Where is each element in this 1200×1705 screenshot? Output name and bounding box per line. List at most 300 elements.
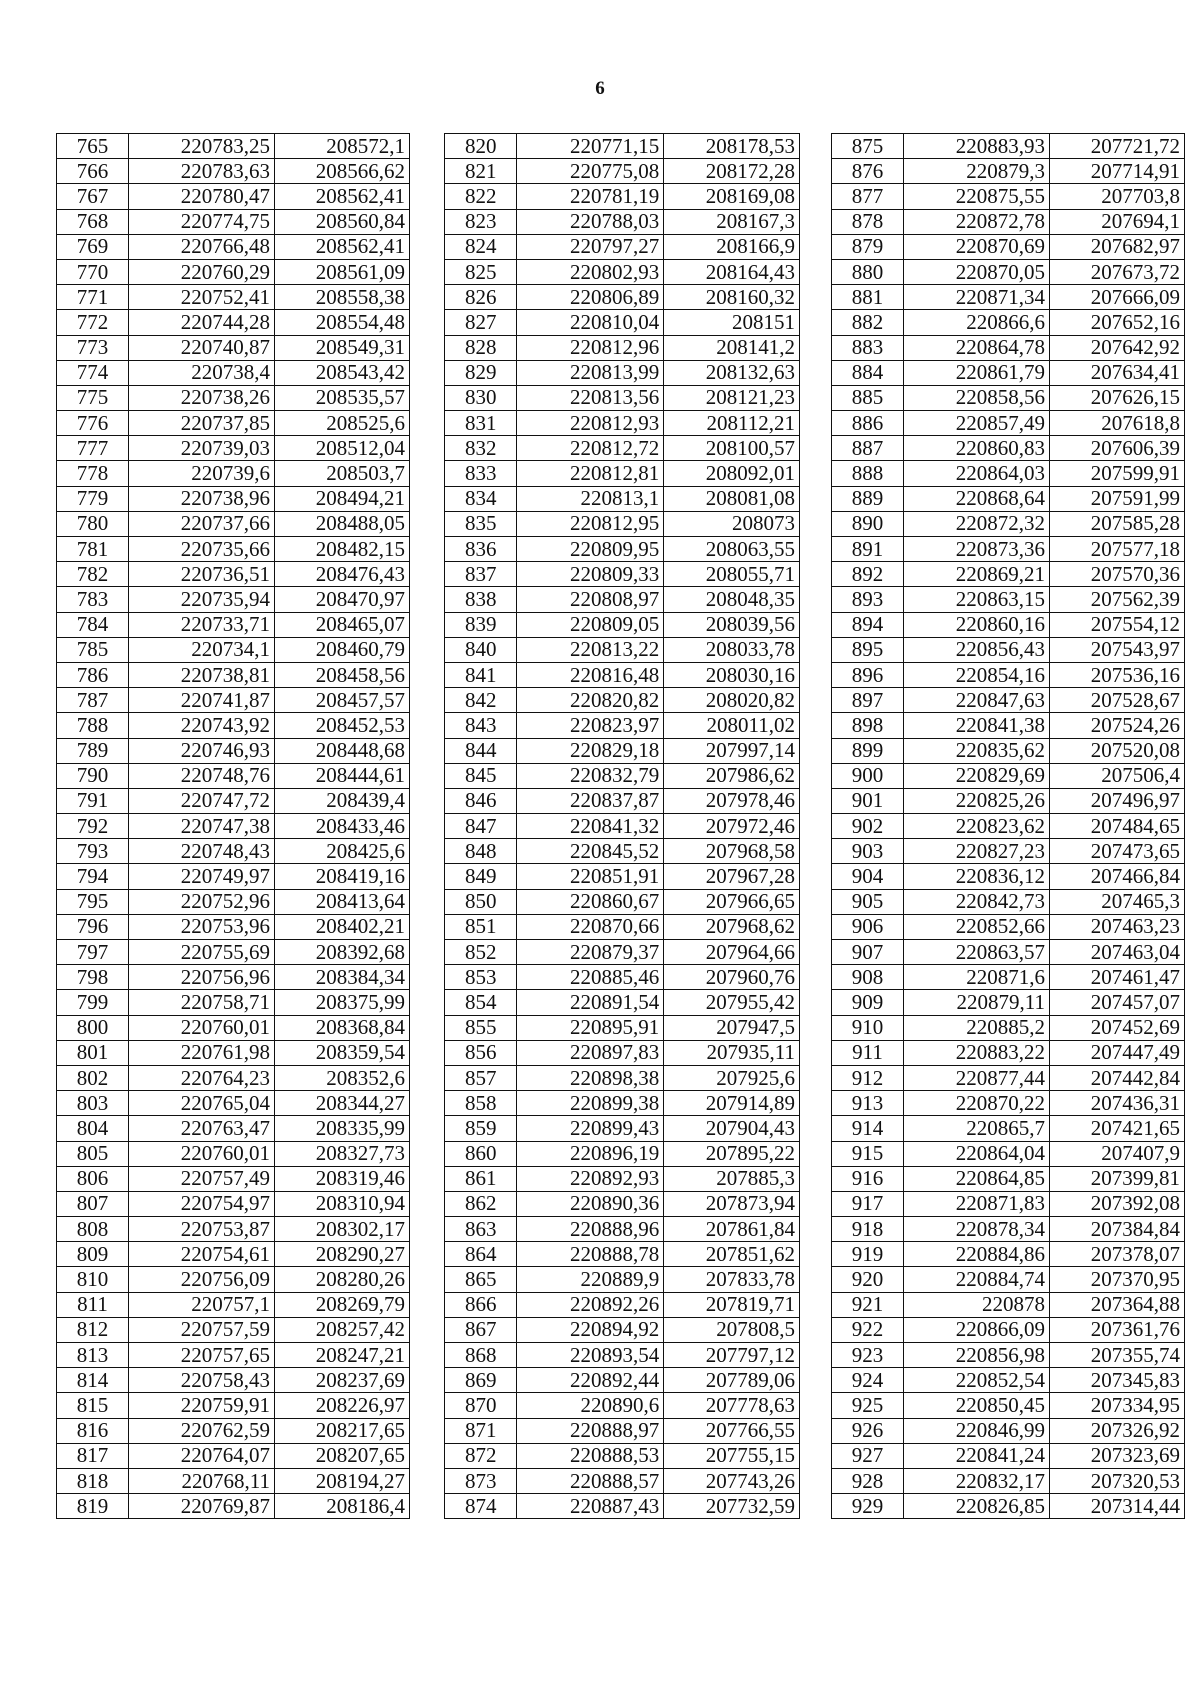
table-row <box>57 814 410 839</box>
x-coordinate-cell: 220744,28 <box>129 310 275 335</box>
point-number-cell: 917 <box>832 1191 904 1216</box>
y-coordinate-cell: 207703,8 <box>1050 184 1185 209</box>
y-coordinate-cell: 208368,84 <box>275 1015 410 1040</box>
table-row <box>445 159 800 184</box>
x-coordinate-cell: 220832,17 <box>904 1468 1050 1493</box>
x-coordinate-cell: 220755,69 <box>129 940 275 965</box>
x-coordinate-cell: 220888,53 <box>517 1443 664 1468</box>
point-number-cell: 854 <box>445 990 517 1015</box>
y-coordinate-cell: 208359,54 <box>275 1040 410 1065</box>
x-coordinate-cell: 220752,41 <box>129 285 275 310</box>
point-number-cell: 775 <box>57 385 129 410</box>
table-row <box>57 788 410 813</box>
table-row <box>832 612 1185 637</box>
point-number-cell: 847 <box>445 814 517 839</box>
point-number-cell: 924 <box>832 1368 904 1393</box>
table-row <box>57 1343 410 1368</box>
x-coordinate-cell: 220737,85 <box>129 411 275 436</box>
table-row <box>57 662 410 687</box>
x-coordinate-cell: 220890,6 <box>517 1393 664 1418</box>
x-coordinate-cell: 220835,62 <box>904 738 1050 763</box>
point-number-cell: 869 <box>445 1368 517 1393</box>
y-coordinate-cell: 208055,71 <box>664 562 800 587</box>
table-body <box>445 134 800 1519</box>
point-number-cell: 765 <box>57 134 129 159</box>
table-row <box>57 385 410 410</box>
point-number-cell: 927 <box>832 1443 904 1468</box>
table-row <box>445 1166 800 1191</box>
x-coordinate-cell: 220816,48 <box>517 662 664 687</box>
table-row <box>832 1368 1185 1393</box>
point-number-cell: 923 <box>832 1343 904 1368</box>
y-coordinate-cell: 208352,6 <box>275 1065 410 1090</box>
point-number-cell: 791 <box>57 788 129 813</box>
x-coordinate-cell: 220760,01 <box>129 1015 275 1040</box>
x-coordinate-cell: 220854,16 <box>904 662 1050 687</box>
x-coordinate-cell: 220825,26 <box>904 788 1050 813</box>
x-coordinate-cell: 220878 <box>904 1292 1050 1317</box>
x-coordinate-cell: 220735,94 <box>129 587 275 612</box>
y-coordinate-cell: 208482,15 <box>275 537 410 562</box>
point-number-cell: 831 <box>445 411 517 436</box>
x-coordinate-cell: 220845,52 <box>517 839 664 864</box>
x-coordinate-cell: 220765,04 <box>129 1091 275 1116</box>
table-row <box>445 1494 800 1519</box>
point-number-cell: 812 <box>57 1317 129 1342</box>
y-coordinate-cell: 208413,64 <box>275 889 410 914</box>
y-coordinate-cell: 208448,68 <box>275 738 410 763</box>
x-coordinate-cell: 220820,82 <box>517 688 664 713</box>
y-coordinate-cell: 208562,41 <box>275 184 410 209</box>
x-coordinate-cell: 220895,91 <box>517 1015 664 1040</box>
table-row <box>57 1468 410 1493</box>
y-coordinate-cell: 208419,16 <box>275 864 410 889</box>
y-coordinate-cell: 207334,95 <box>1050 1393 1185 1418</box>
y-coordinate-cell: 208384,34 <box>275 965 410 990</box>
table-row <box>832 914 1185 939</box>
table-row <box>57 285 410 310</box>
table-row <box>445 1393 800 1418</box>
table-row <box>57 259 410 284</box>
table-row <box>832 1393 1185 1418</box>
y-coordinate-cell: 208549,31 <box>275 335 410 360</box>
table-row <box>57 360 410 385</box>
table-row <box>57 461 410 486</box>
y-coordinate-cell: 207484,65 <box>1050 814 1185 839</box>
table-row <box>832 587 1185 612</box>
x-coordinate-cell: 220873,36 <box>904 537 1050 562</box>
table-row <box>832 1166 1185 1191</box>
point-number-cell: 797 <box>57 940 129 965</box>
y-coordinate-cell: 208169,08 <box>664 184 800 209</box>
point-number-cell: 870 <box>445 1393 517 1418</box>
point-number-cell: 805 <box>57 1141 129 1166</box>
y-coordinate-cell: 208375,99 <box>275 990 410 1015</box>
x-coordinate-cell: 220768,11 <box>129 1468 275 1493</box>
point-number-cell: 901 <box>832 788 904 813</box>
table-row <box>832 965 1185 990</box>
y-coordinate-cell: 208039,56 <box>664 612 800 637</box>
y-coordinate-cell: 208310,94 <box>275 1191 410 1216</box>
table-row <box>445 713 800 738</box>
table-row <box>445 385 800 410</box>
point-number-cell: 770 <box>57 259 129 284</box>
table-row <box>445 486 800 511</box>
y-coordinate-cell: 207914,89 <box>664 1091 800 1116</box>
x-coordinate-cell: 220864,04 <box>904 1141 1050 1166</box>
x-coordinate-cell: 220842,73 <box>904 889 1050 914</box>
y-coordinate-cell: 207968,58 <box>664 839 800 864</box>
x-coordinate-cell: 220734,1 <box>129 637 275 662</box>
x-coordinate-cell: 220813,99 <box>517 360 664 385</box>
x-coordinate-cell: 220850,45 <box>904 1393 1050 1418</box>
table-row <box>445 940 800 965</box>
y-coordinate-cell: 208151 <box>664 310 800 335</box>
y-coordinate-cell: 207421,65 <box>1050 1116 1185 1141</box>
table-row <box>57 234 410 259</box>
y-coordinate-cell: 207789,06 <box>664 1368 800 1393</box>
point-number-cell: 873 <box>445 1468 517 1493</box>
point-number-cell: 876 <box>832 159 904 184</box>
x-coordinate-cell: 220869,21 <box>904 562 1050 587</box>
point-number-cell: 829 <box>445 360 517 385</box>
x-coordinate-cell: 220888,96 <box>517 1217 664 1242</box>
x-coordinate-cell: 220847,63 <box>904 688 1050 713</box>
table-row <box>57 587 410 612</box>
point-number-cell: 921 <box>832 1292 904 1317</box>
y-coordinate-cell: 207997,14 <box>664 738 800 763</box>
table-row <box>832 1468 1185 1493</box>
point-number-cell: 858 <box>445 1091 517 1116</box>
x-coordinate-cell: 220852,66 <box>904 914 1050 939</box>
y-coordinate-cell: 208344,27 <box>275 1091 410 1116</box>
coordinates-table-middle <box>444 133 800 1519</box>
table-row <box>445 436 800 461</box>
x-coordinate-cell: 220812,95 <box>517 511 664 536</box>
x-coordinate-cell: 220754,97 <box>129 1191 275 1216</box>
x-coordinate-cell: 220735,66 <box>129 537 275 562</box>
point-number-cell: 807 <box>57 1191 129 1216</box>
point-number-cell: 790 <box>57 763 129 788</box>
table-row <box>57 1141 410 1166</box>
x-coordinate-cell: 220864,85 <box>904 1166 1050 1191</box>
x-coordinate-cell: 220897,83 <box>517 1040 664 1065</box>
table-row <box>445 1141 800 1166</box>
point-number-cell: 855 <box>445 1015 517 1040</box>
table-row <box>832 1141 1185 1166</box>
table-row <box>445 839 800 864</box>
point-number-cell: 821 <box>445 159 517 184</box>
point-number-cell: 857 <box>445 1065 517 1090</box>
y-coordinate-cell: 207436,31 <box>1050 1091 1185 1116</box>
point-number-cell: 842 <box>445 688 517 713</box>
table-row <box>57 1393 410 1418</box>
x-coordinate-cell: 220743,92 <box>129 713 275 738</box>
table-row <box>832 537 1185 562</box>
table-row <box>445 990 800 1015</box>
table-row <box>57 486 410 511</box>
table-row <box>57 1368 410 1393</box>
point-number-cell: 824 <box>445 234 517 259</box>
point-number-cell: 863 <box>445 1217 517 1242</box>
x-coordinate-cell: 220739,6 <box>129 461 275 486</box>
point-number-cell: 768 <box>57 209 129 234</box>
point-number-cell: 912 <box>832 1065 904 1090</box>
y-coordinate-cell: 208164,43 <box>664 259 800 284</box>
table-row <box>445 360 800 385</box>
point-number-cell: 766 <box>57 159 129 184</box>
point-number-cell: 817 <box>57 1443 129 1468</box>
y-coordinate-cell: 208452,53 <box>275 713 410 738</box>
x-coordinate-cell: 220747,72 <box>129 788 275 813</box>
table-row <box>445 965 800 990</box>
point-number-cell: 888 <box>832 461 904 486</box>
y-coordinate-cell: 208141,2 <box>664 335 800 360</box>
point-number-cell: 828 <box>445 335 517 360</box>
y-coordinate-cell: 208561,09 <box>275 259 410 284</box>
table-row <box>832 461 1185 486</box>
table-row <box>445 612 800 637</box>
x-coordinate-cell: 220884,74 <box>904 1267 1050 1292</box>
point-number-cell: 801 <box>57 1040 129 1065</box>
table-row <box>57 159 410 184</box>
point-number-cell: 872 <box>445 1443 517 1468</box>
y-coordinate-cell: 207714,91 <box>1050 159 1185 184</box>
x-coordinate-cell: 220813,56 <box>517 385 664 410</box>
y-coordinate-cell: 207743,26 <box>664 1468 800 1493</box>
y-coordinate-cell: 207452,69 <box>1050 1015 1185 1040</box>
y-coordinate-cell: 207935,11 <box>664 1040 800 1065</box>
x-coordinate-cell: 220749,97 <box>129 864 275 889</box>
table-row <box>832 1217 1185 1242</box>
x-coordinate-cell: 220823,97 <box>517 713 664 738</box>
table-row <box>832 1494 1185 1519</box>
table-row <box>57 1166 410 1191</box>
point-number-cell: 893 <box>832 587 904 612</box>
table-row <box>832 738 1185 763</box>
x-coordinate-cell: 220877,44 <box>904 1065 1050 1090</box>
x-coordinate-cell: 220890,36 <box>517 1191 664 1216</box>
x-coordinate-cell: 220759,91 <box>129 1393 275 1418</box>
y-coordinate-cell: 207447,49 <box>1050 1040 1185 1065</box>
table-row <box>832 310 1185 335</box>
y-coordinate-cell: 207407,9 <box>1050 1141 1185 1166</box>
y-coordinate-cell: 207554,12 <box>1050 612 1185 637</box>
table-row <box>57 1418 410 1443</box>
table-row <box>832 662 1185 687</box>
point-number-cell: 909 <box>832 990 904 1015</box>
x-coordinate-cell: 220887,43 <box>517 1494 664 1519</box>
table-row <box>57 562 410 587</box>
point-number-cell: 808 <box>57 1217 129 1242</box>
point-number-cell: 877 <box>832 184 904 209</box>
point-number-cell: 881 <box>832 285 904 310</box>
x-coordinate-cell: 220899,38 <box>517 1091 664 1116</box>
x-coordinate-cell: 220863,15 <box>904 587 1050 612</box>
point-number-cell: 860 <box>445 1141 517 1166</box>
y-coordinate-cell: 207904,43 <box>664 1116 800 1141</box>
y-coordinate-cell: 208554,48 <box>275 310 410 335</box>
x-coordinate-cell: 220812,96 <box>517 335 664 360</box>
table-row <box>832 436 1185 461</box>
point-number-cell: 883 <box>832 335 904 360</box>
x-coordinate-cell: 220885,46 <box>517 965 664 990</box>
x-coordinate-cell: 220851,91 <box>517 864 664 889</box>
table-row <box>832 411 1185 436</box>
y-coordinate-cell: 207797,12 <box>664 1343 800 1368</box>
point-number-cell: 815 <box>57 1393 129 1418</box>
x-coordinate-cell: 220841,32 <box>517 814 664 839</box>
table-row <box>445 285 800 310</box>
y-coordinate-cell: 207577,18 <box>1050 537 1185 562</box>
x-coordinate-cell: 220783,63 <box>129 159 275 184</box>
point-number-cell: 835 <box>445 511 517 536</box>
y-coordinate-cell: 207626,15 <box>1050 385 1185 410</box>
point-number-cell: 925 <box>832 1393 904 1418</box>
point-number-cell: 810 <box>57 1267 129 1292</box>
table-row <box>57 1267 410 1292</box>
x-coordinate-cell: 220871,34 <box>904 285 1050 310</box>
point-number-cell: 823 <box>445 209 517 234</box>
x-coordinate-cell: 220888,97 <box>517 1418 664 1443</box>
x-coordinate-cell: 220841,24 <box>904 1443 1050 1468</box>
table-row <box>445 511 800 536</box>
point-number-cell: 800 <box>57 1015 129 1040</box>
x-coordinate-cell: 220752,96 <box>129 889 275 914</box>
point-number-cell: 827 <box>445 310 517 335</box>
x-coordinate-cell: 220893,54 <box>517 1343 664 1368</box>
x-coordinate-cell: 220827,23 <box>904 839 1050 864</box>
y-coordinate-cell: 208112,21 <box>664 411 800 436</box>
point-number-cell: 900 <box>832 763 904 788</box>
x-coordinate-cell: 220757,65 <box>129 1343 275 1368</box>
x-coordinate-cell: 220871,6 <box>904 965 1050 990</box>
point-number-cell: 846 <box>445 788 517 813</box>
table-row <box>57 1091 410 1116</box>
x-coordinate-cell: 220879,11 <box>904 990 1050 1015</box>
table-row <box>57 1242 410 1267</box>
point-number-cell: 820 <box>445 134 517 159</box>
y-coordinate-cell: 207591,99 <box>1050 486 1185 511</box>
x-coordinate-cell: 220888,57 <box>517 1468 664 1493</box>
y-coordinate-cell: 208488,05 <box>275 511 410 536</box>
table-row <box>57 713 410 738</box>
point-number-cell: 916 <box>832 1166 904 1191</box>
x-coordinate-cell: 220757,49 <box>129 1166 275 1191</box>
y-coordinate-cell: 208178,53 <box>664 134 800 159</box>
table-row <box>57 1116 410 1141</box>
table-row <box>832 763 1185 788</box>
point-number-cell: 853 <box>445 965 517 990</box>
x-coordinate-cell: 220891,54 <box>517 990 664 1015</box>
point-number-cell: 866 <box>445 1292 517 1317</box>
point-number-cell: 905 <box>832 889 904 914</box>
y-coordinate-cell: 207694,1 <box>1050 209 1185 234</box>
table-row <box>445 1217 800 1242</box>
point-number-cell: 914 <box>832 1116 904 1141</box>
y-coordinate-cell: 207543,97 <box>1050 637 1185 662</box>
table-row <box>445 259 800 284</box>
x-coordinate-cell: 220872,32 <box>904 511 1050 536</box>
table-row <box>445 864 800 889</box>
y-coordinate-cell: 207618,8 <box>1050 411 1185 436</box>
point-number-cell: 838 <box>445 587 517 612</box>
x-coordinate-cell: 220858,56 <box>904 385 1050 410</box>
y-coordinate-cell: 208290,27 <box>275 1242 410 1267</box>
y-coordinate-cell: 207364,88 <box>1050 1292 1185 1317</box>
x-coordinate-cell: 220864,03 <box>904 461 1050 486</box>
y-coordinate-cell: 208121,23 <box>664 385 800 410</box>
y-coordinate-cell: 207355,74 <box>1050 1343 1185 1368</box>
x-coordinate-cell: 220868,64 <box>904 486 1050 511</box>
point-number-cell: 849 <box>445 864 517 889</box>
x-coordinate-cell: 220747,38 <box>129 814 275 839</box>
point-number-cell: 833 <box>445 461 517 486</box>
x-coordinate-cell: 220892,26 <box>517 1292 664 1317</box>
table-row <box>57 1040 410 1065</box>
y-coordinate-cell: 207562,39 <box>1050 587 1185 612</box>
point-number-cell: 861 <box>445 1166 517 1191</box>
table-row <box>445 1292 800 1317</box>
y-coordinate-cell: 208033,78 <box>664 637 800 662</box>
table-row <box>57 612 410 637</box>
point-number-cell: 777 <box>57 436 129 461</box>
table-row <box>832 688 1185 713</box>
coordinates-table-left <box>56 133 410 1519</box>
x-coordinate-cell: 220757,59 <box>129 1317 275 1342</box>
x-coordinate-cell: 220860,83 <box>904 436 1050 461</box>
y-coordinate-cell: 208302,17 <box>275 1217 410 1242</box>
table-row <box>57 1217 410 1242</box>
table-row <box>832 814 1185 839</box>
point-number-cell: 780 <box>57 511 129 536</box>
point-number-cell: 910 <box>832 1015 904 1040</box>
point-number-cell: 903 <box>832 839 904 864</box>
y-coordinate-cell: 208460,79 <box>275 637 410 662</box>
y-coordinate-cell: 207833,78 <box>664 1267 800 1292</box>
point-number-cell: 859 <box>445 1116 517 1141</box>
x-coordinate-cell: 220764,07 <box>129 1443 275 1468</box>
table-row <box>57 889 410 914</box>
table-body <box>832 134 1185 1519</box>
table-row <box>445 1040 800 1065</box>
table-row <box>445 461 800 486</box>
x-coordinate-cell: 220757,1 <box>129 1292 275 1317</box>
x-coordinate-cell: 220888,78 <box>517 1242 664 1267</box>
y-coordinate-cell: 208237,69 <box>275 1368 410 1393</box>
point-number-cell: 915 <box>832 1141 904 1166</box>
point-number-cell: 920 <box>832 1267 904 1292</box>
y-coordinate-cell: 207666,09 <box>1050 285 1185 310</box>
y-coordinate-cell: 207524,26 <box>1050 713 1185 738</box>
y-coordinate-cell: 208458,56 <box>275 662 410 687</box>
point-number-cell: 891 <box>832 537 904 562</box>
y-coordinate-cell: 207732,59 <box>664 1494 800 1519</box>
y-coordinate-cell: 208247,21 <box>275 1343 410 1368</box>
y-coordinate-cell: 208465,07 <box>275 612 410 637</box>
table-row <box>445 1267 800 1292</box>
table-row <box>832 335 1185 360</box>
point-number-cell: 788 <box>57 713 129 738</box>
table-row <box>832 1343 1185 1368</box>
x-coordinate-cell: 220760,01 <box>129 1141 275 1166</box>
y-coordinate-cell: 207463,23 <box>1050 914 1185 939</box>
point-number-cell: 884 <box>832 360 904 385</box>
x-coordinate-cell: 220856,43 <box>904 637 1050 662</box>
table-row <box>57 1292 410 1317</box>
point-number-cell: 844 <box>445 738 517 763</box>
x-coordinate-cell: 220829,69 <box>904 763 1050 788</box>
